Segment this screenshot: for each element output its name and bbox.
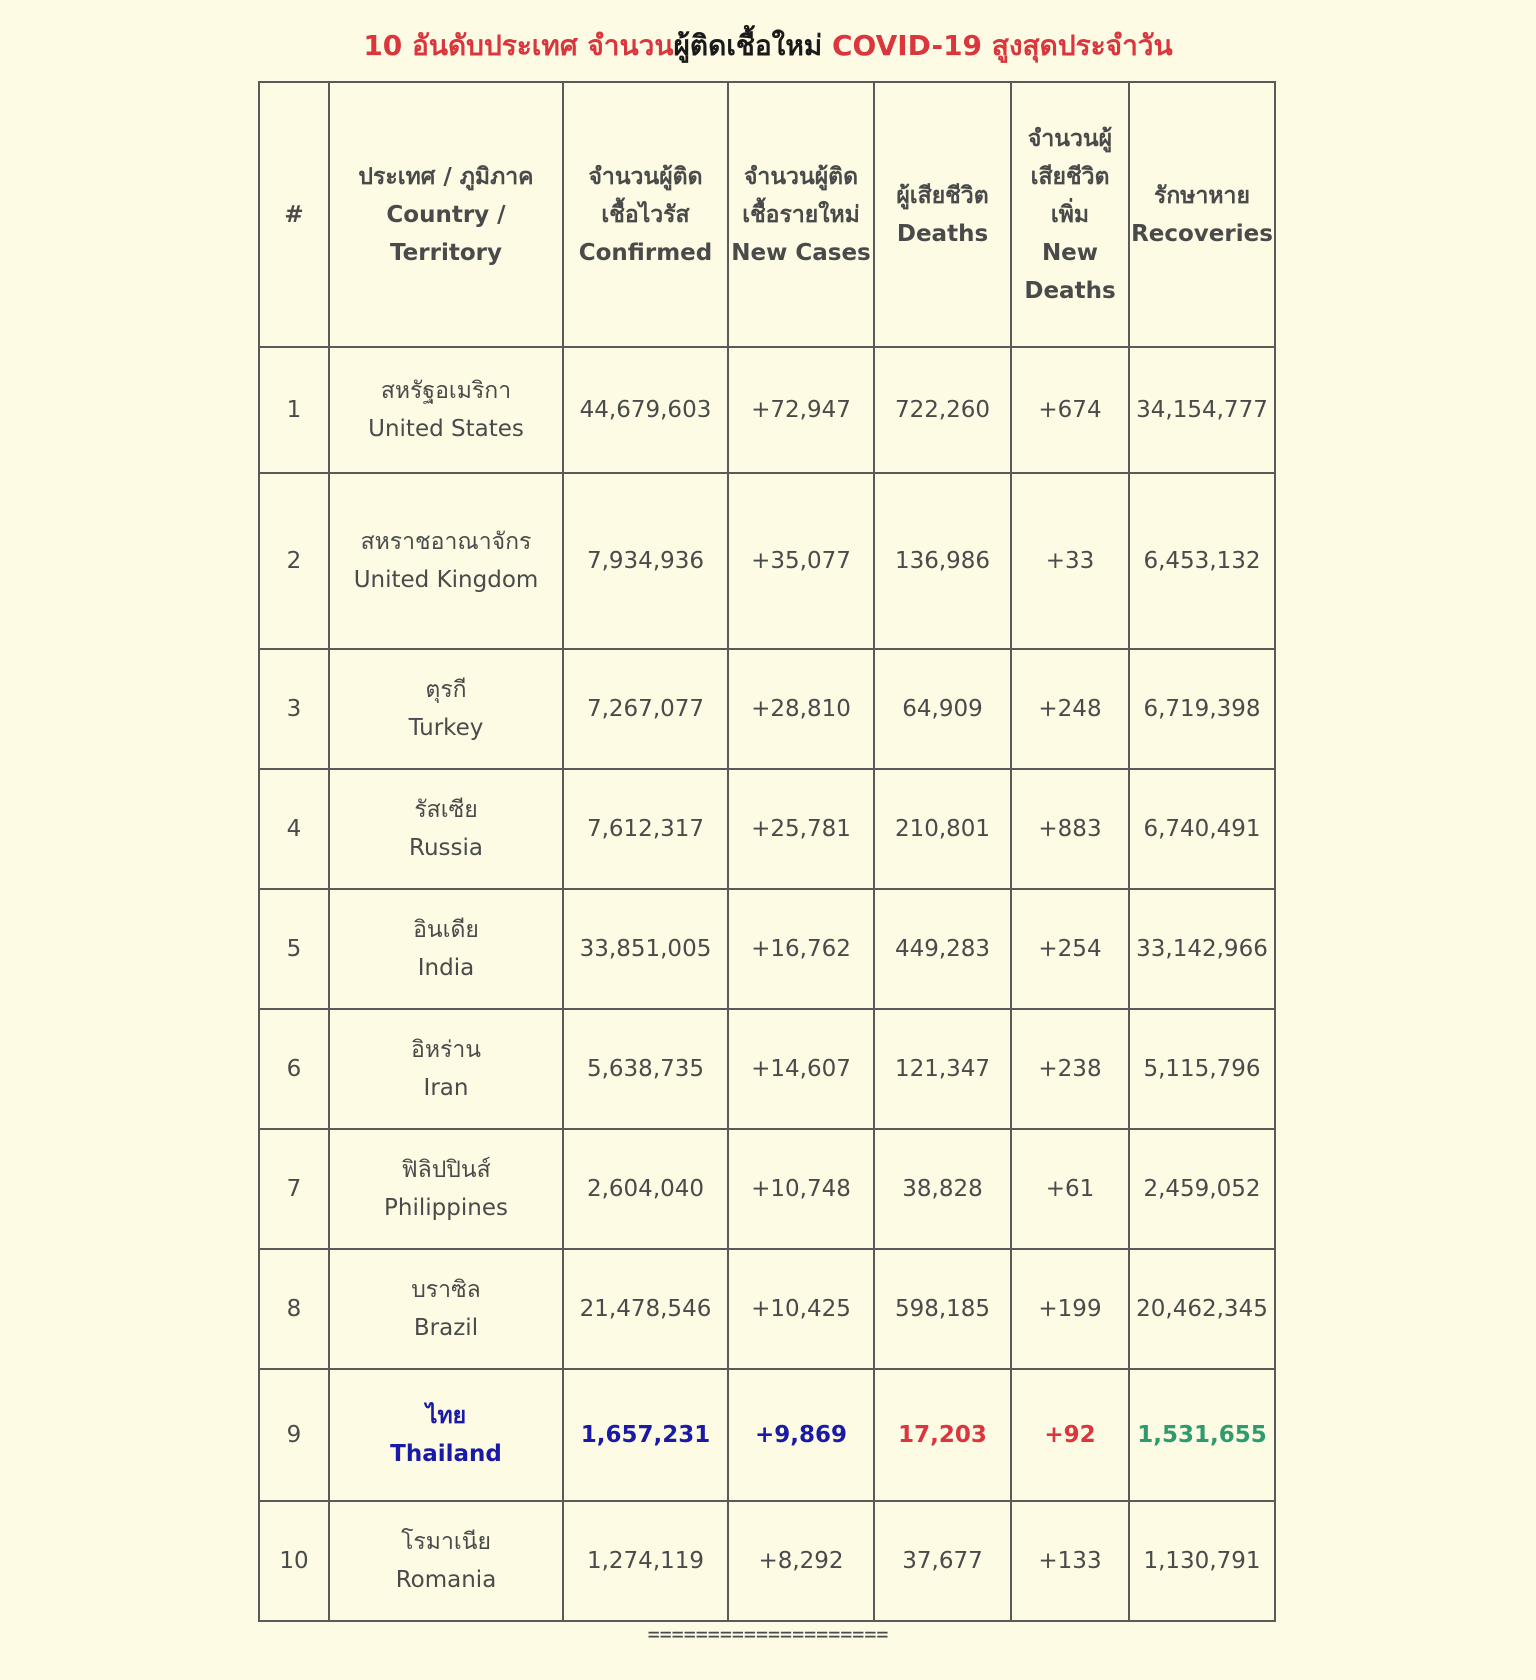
header-new-cases	[728, 82, 874, 347]
table-row	[259, 1501, 1275, 1621]
cell-deaths: 37,677	[874, 1501, 1011, 1621]
table-row	[259, 1129, 1275, 1249]
cell-recoveries: 33,142,966	[1129, 889, 1275, 1009]
cell-country	[329, 1009, 563, 1129]
table-row	[259, 347, 1275, 473]
cell-new-cases: +35,077	[728, 473, 874, 649]
cell-recoveries: 2,459,052	[1129, 1129, 1275, 1249]
cell-recoveries: 34,154,777	[1129, 347, 1275, 473]
cell-country	[329, 1129, 563, 1249]
cell-confirmed: 2,604,040	[563, 1129, 728, 1249]
cell-confirmed: 33,851,005	[563, 889, 728, 1009]
cell-new-deaths: +248	[1011, 649, 1129, 769]
cell-country-en: Thailand	[390, 1441, 502, 1467]
cell-rank: 7	[259, 1129, 329, 1249]
cell-new-deaths: +92	[1011, 1369, 1129, 1501]
cell-recoveries: 1,531,655	[1129, 1369, 1275, 1501]
cell-country	[329, 1369, 563, 1501]
cell-confirmed: 7,267,077	[563, 649, 728, 769]
cell-rank: 9	[259, 1369, 329, 1501]
page-title	[0, 26, 1536, 66]
cell-country-th: สหราชอาณาจักร	[360, 529, 532, 555]
cell-confirmed: 7,612,317	[563, 769, 728, 889]
table-row-highlight	[259, 1369, 1275, 1501]
header-new-deaths-en1: New	[1041, 239, 1099, 266]
cell-country-en: United States	[368, 416, 524, 442]
cell-confirmed: 5,638,735	[563, 1009, 728, 1129]
cell-recoveries: 1,130,791	[1129, 1501, 1275, 1621]
header-recoveries-en: Recoveries	[1131, 220, 1273, 247]
cell-rank: 2	[259, 473, 329, 649]
cell-deaths: 136,986	[874, 473, 1011, 649]
cell-country-en: India	[417, 955, 475, 981]
header-recoveries-th: รักษาหาย	[1154, 182, 1250, 209]
cell-country-en: Iran	[423, 1075, 469, 1101]
cell-new-cases: +72,947	[728, 347, 874, 473]
cell-country-en: Philippines	[384, 1195, 508, 1221]
cell-country-th: สหรัฐอเมริกา	[380, 378, 512, 404]
header-recoveries	[1129, 82, 1275, 347]
cell-new-cases: +8,292	[728, 1501, 874, 1621]
cell-new-cases: +10,748	[728, 1129, 874, 1249]
cell-recoveries: 20,462,345	[1129, 1249, 1275, 1369]
cell-deaths: 121,347	[874, 1009, 1011, 1129]
header-new-cases-th2: เชื้อรายใหม่	[742, 201, 860, 228]
cell-new-deaths: +133	[1011, 1501, 1129, 1621]
cell-new-deaths: +883	[1011, 769, 1129, 889]
cell-confirmed: 1,274,119	[563, 1501, 728, 1621]
cell-country-th: อิหร่าน	[411, 1037, 481, 1063]
cell-new-cases: +9,869	[728, 1369, 874, 1501]
header-row	[259, 82, 1275, 347]
header-country-th: ประเทศ / ภูมิภาค	[358, 163, 534, 190]
header-new-cases-en: New Cases	[731, 239, 871, 266]
cell-country-th: ฟิลิปปินส์	[401, 1157, 491, 1183]
title-part3: COVID-19 สูงสุดประจำวัน	[822, 29, 1173, 62]
cell-recoveries: 6,719,398	[1129, 649, 1275, 769]
cell-rank: 3	[259, 649, 329, 769]
cell-deaths: 210,801	[874, 769, 1011, 889]
cell-country-en: Brazil	[413, 1315, 479, 1341]
header-confirmed-th2: เชื้อไวรัส	[601, 201, 690, 228]
cell-new-cases: +16,762	[728, 889, 874, 1009]
cell-country	[329, 1249, 563, 1369]
cell-country-en: Russia	[409, 835, 483, 861]
cell-deaths: 722,260	[874, 347, 1011, 473]
cell-rank: 8	[259, 1249, 329, 1369]
cell-new-cases: +28,810	[728, 649, 874, 769]
header-new-deaths-th3: เพิ่ม	[1050, 201, 1090, 228]
cell-recoveries: 6,740,491	[1129, 769, 1275, 889]
cell-country	[329, 649, 563, 769]
title-part1: 10 อันดับประเทศ จำนวน	[363, 29, 674, 62]
cell-new-deaths: +254	[1011, 889, 1129, 1009]
cell-country	[329, 1501, 563, 1621]
cell-country-th: รัสเซีย	[414, 797, 478, 823]
cell-new-cases: +25,781	[728, 769, 874, 889]
header-confirmed	[563, 82, 728, 347]
cell-country-th: ตุรกี	[425, 677, 467, 703]
cell-rank: 10	[259, 1501, 329, 1621]
cell-new-deaths: +33	[1011, 473, 1129, 649]
header-confirmed-en: Confirmed	[578, 239, 713, 266]
table-row	[259, 473, 1275, 649]
table-row	[259, 889, 1275, 1009]
cell-country-th: โรมาเนีย	[401, 1529, 491, 1555]
header-country-en: Country / Territory	[386, 201, 506, 266]
header-new-deaths-th1: จำนวนผู้	[1027, 125, 1113, 152]
cell-country-en: United Kingdom	[353, 567, 539, 593]
cell-confirmed: 1,657,231	[563, 1369, 728, 1501]
cell-rank: 4	[259, 769, 329, 889]
cell-country-en: Romania	[395, 1567, 497, 1593]
table-row	[259, 1249, 1275, 1369]
cell-rank: 1	[259, 347, 329, 473]
header-confirmed-th1: จำนวนผู้ติด	[588, 163, 703, 190]
cell-deaths: 449,283	[874, 889, 1011, 1009]
cell-country-th: ไทย	[425, 1403, 467, 1429]
cell-new-deaths: +674	[1011, 347, 1129, 473]
table-row	[259, 769, 1275, 889]
cell-country	[329, 347, 563, 473]
header-rank: #	[259, 82, 329, 347]
cell-confirmed: 21,478,546	[563, 1249, 728, 1369]
header-deaths-en: Deaths	[896, 220, 989, 247]
cell-deaths: 64,909	[874, 649, 1011, 769]
cell-deaths: 598,185	[874, 1249, 1011, 1369]
header-new-deaths-th2: เสียชีวิต	[1030, 163, 1110, 190]
cell-country-en: Turkey	[408, 715, 484, 741]
cell-recoveries: 6,453,132	[1129, 473, 1275, 649]
cell-recoveries: 5,115,796	[1129, 1009, 1275, 1129]
cell-confirmed: 44,679,603	[563, 347, 728, 473]
header-country	[329, 82, 563, 347]
cell-deaths: 38,828	[874, 1129, 1011, 1249]
cell-new-deaths: +199	[1011, 1249, 1129, 1369]
cell-country	[329, 889, 563, 1009]
cell-country-th: อินเดีย	[413, 917, 479, 943]
header-new-deaths-en2: Deaths	[1024, 277, 1116, 304]
cell-new-deaths: +61	[1011, 1129, 1129, 1249]
cell-country	[329, 473, 563, 649]
covid-table	[258, 81, 1276, 1622]
cell-new-cases: +14,607	[728, 1009, 874, 1129]
cell-new-cases: +10,425	[728, 1249, 874, 1369]
cell-new-deaths: +238	[1011, 1009, 1129, 1129]
header-new-cases-th1: จำนวนผู้ติด	[743, 163, 859, 190]
header-deaths-th: ผู้เสียชีวิต	[896, 182, 989, 209]
table-row	[259, 649, 1275, 769]
footer-separator: ====================	[647, 1622, 889, 1646]
cell-deaths: 17,203	[874, 1369, 1011, 1501]
table-row	[259, 1009, 1275, 1129]
header-new-deaths	[1011, 82, 1129, 347]
cell-country	[329, 769, 563, 889]
cell-rank: 6	[259, 1009, 329, 1129]
cell-confirmed: 7,934,936	[563, 473, 728, 649]
cell-country-th: บราซิล	[411, 1277, 481, 1303]
header-deaths	[874, 82, 1011, 347]
cell-rank: 5	[259, 889, 329, 1009]
title-part2: ผู้ติดเชื้อใหม่	[673, 29, 823, 62]
